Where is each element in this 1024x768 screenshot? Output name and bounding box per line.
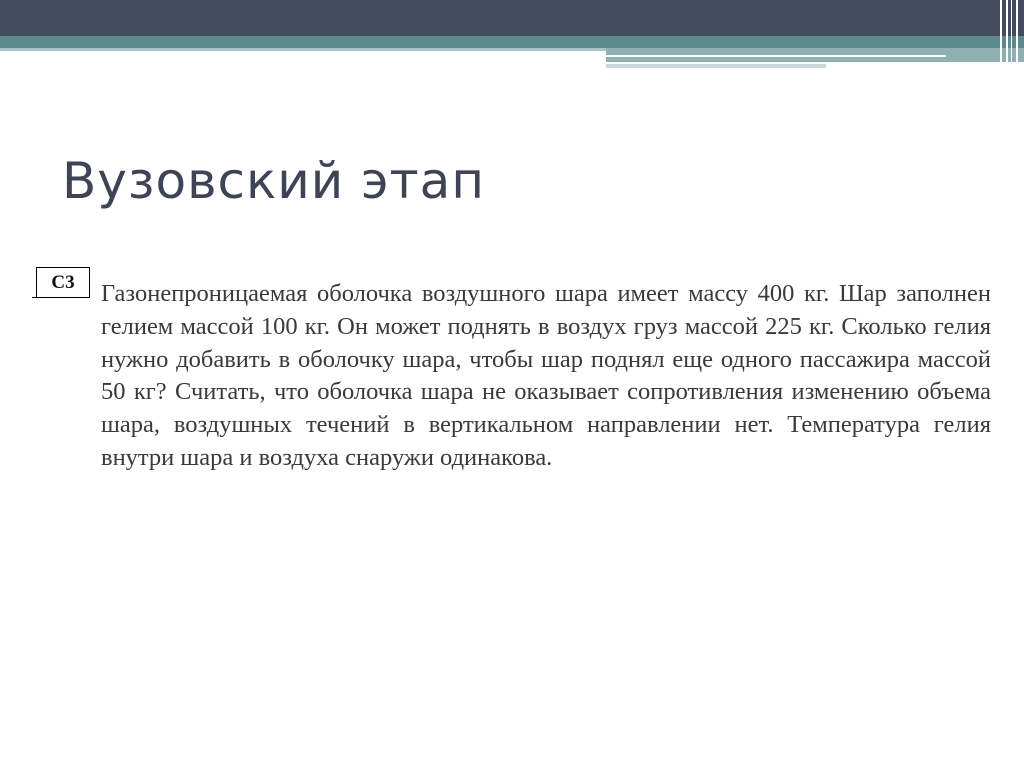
task-text: Газонепроницаемая оболочка воздушного шара имеет массу 400 кг. Шар заполнен гелием массой 100 кг. Он может поднять в воздух груз массой 225 кг. Сколько гелия нужно добавить в оболочку шара, чтобы шар поднял еще одного пассажира массой 50 кг? Считать, что оболочка шара не оказывает сопротивления изменению объема шара, воздушных течений в вертикальном направлении нет. Температура гелия внутри шара и воздуха снаружи одинакова. xyxy=(101,280,991,471)
task-badge-underline xyxy=(32,297,40,298)
header-band-dark xyxy=(0,0,1024,36)
header-vertical-stripes xyxy=(994,0,1024,70)
slide-title: Вузовский этап xyxy=(62,152,486,210)
header-band-teal xyxy=(0,36,1024,48)
header-band-light-line xyxy=(0,48,606,51)
task-number-badge: С3 xyxy=(36,267,90,298)
header-band-right-line xyxy=(606,55,946,57)
header-band-right-line-lower xyxy=(606,64,826,68)
